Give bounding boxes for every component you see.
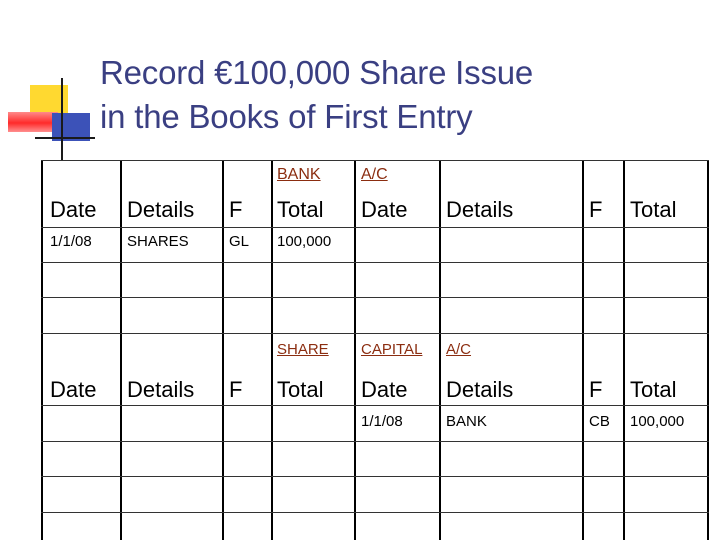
column-header-details: Details [446, 377, 514, 402]
grid-line [41, 160, 43, 540]
slide-title-line-1: Record €100,000 Share Issue [100, 54, 534, 91]
account-header-capital: CAPITAL [361, 341, 423, 358]
slide-title-line-2: in the Books of First Entry [100, 98, 473, 135]
decorative-vertical-line [61, 78, 63, 160]
account-header-ac: A/C [361, 166, 388, 183]
column-header-details: Details [127, 197, 195, 222]
entry-details: SHARES [127, 233, 189, 250]
column-header-folio: F [229, 377, 243, 402]
decorative-horizontal-line [35, 137, 95, 139]
grid-line [41, 227, 709, 228]
column-header-date: Date [361, 197, 408, 222]
column-header-folio: F [589, 377, 603, 402]
column-header-date: Date [50, 197, 97, 222]
column-header-date: Date [361, 377, 408, 402]
entry-total: 100,000 [630, 413, 685, 430]
entry-date: 1/1/08 [361, 413, 403, 430]
grid-line [41, 333, 709, 334]
decorative-red-bar [8, 112, 58, 132]
column-header-date: Date [50, 377, 97, 402]
grid-line [41, 297, 709, 298]
column-header-folio: F [589, 197, 603, 222]
entry-total: 100,000 [277, 233, 332, 250]
grid-line [439, 160, 441, 540]
column-header-folio: F [229, 197, 243, 222]
grid-line [41, 405, 709, 406]
column-header-total: Total [630, 377, 677, 402]
account-header-bank: BANK [277, 166, 321, 183]
grid-line [41, 160, 709, 161]
grid-line [41, 441, 709, 442]
grid-line [707, 160, 709, 540]
grid-line [271, 160, 273, 540]
grid-line [41, 512, 709, 513]
column-header-details: Details [127, 377, 195, 402]
account-header-ac: A/C [446, 341, 472, 358]
entry-folio: CB [589, 413, 610, 430]
entry-details: BANK [446, 413, 487, 430]
column-header-details: Details [446, 197, 514, 222]
grid-line [41, 476, 709, 477]
entry-date: 1/1/08 [50, 233, 92, 250]
grid-line [41, 262, 709, 263]
column-header-total: Total [277, 197, 324, 222]
grid-line [354, 160, 356, 540]
grid-line [120, 160, 122, 540]
grid-line [623, 160, 625, 540]
grid-line [582, 160, 584, 540]
column-header-total: Total [277, 377, 324, 402]
column-header-total: Total [630, 197, 677, 222]
account-header-share: SHARE [277, 341, 329, 358]
grid-line [222, 160, 224, 540]
entry-folio: GL [229, 233, 250, 250]
